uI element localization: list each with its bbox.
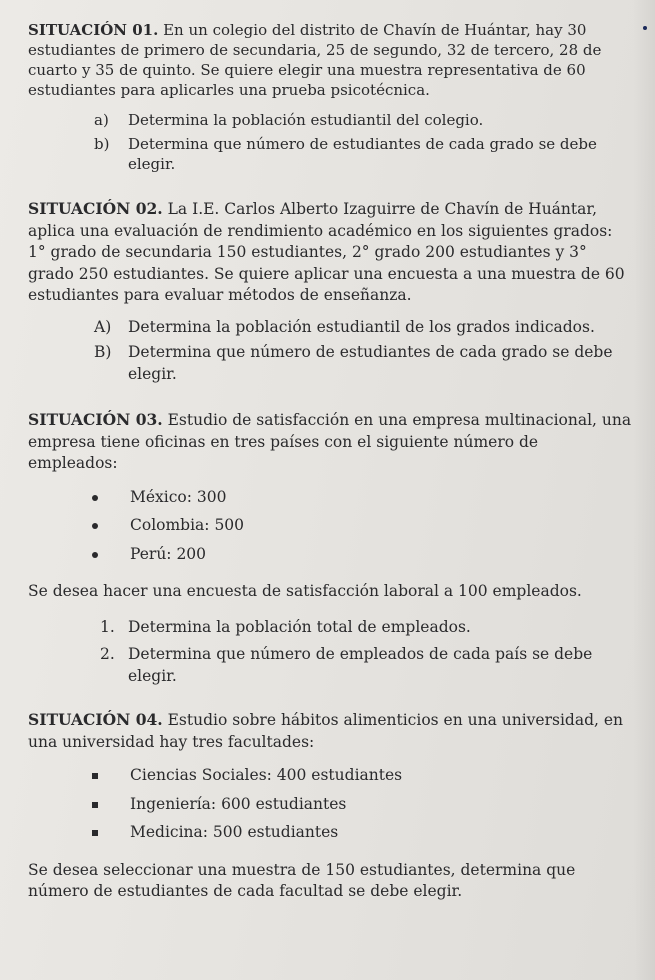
question-text: Determina que número de estudiantes de cada grado se debe elegir. <box>128 135 597 173</box>
situation-01 <box>28 20 632 174</box>
situation-04-text: Estudio sobre hábitos alimenticios en una universidad, en una universidad hay tres facultades: <box>28 711 624 751</box>
list-item-text: Medicina: 500 estudiantes <box>130 823 339 841</box>
ink-dot <box>643 26 647 30</box>
bullet-square-icon <box>92 802 98 808</box>
list-item-text: Ciencias Sociales: 400 estudiantes <box>130 766 403 784</box>
situation-01-questions <box>28 110 632 174</box>
list-item <box>28 544 632 566</box>
bullet-dot-icon <box>92 552 98 558</box>
question-text: Determina la población total de empleados. <box>128 617 471 636</box>
bullet-dot-icon <box>92 495 98 501</box>
situation-04-paragraph <box>28 709 632 753</box>
question-text: Determina la población estudiantil del colegio. <box>128 111 484 129</box>
situation-02-heading: SITUACIÓN 02. <box>28 199 163 218</box>
question-text: Determina que número de estudiantes de cada grado se debe elegir. <box>128 343 613 383</box>
bullet-square-icon <box>92 773 98 779</box>
situation-02-text: La I.E. Carlos Alberto Izaguirre de Chavín de Huántar, aplica una evaluación de rendimiento académico en los siguientes grados: 1° grado de secundaria 150 estudiantes, 2° grado 200 estudiantes y 3° grado 250 estudiantes. Se quiere aplicar una encuesta a una muestra de 60 estudiantes para evaluar métodos de enseñanza. <box>28 200 625 304</box>
situation-03-note: Se desea hacer una encuesta de satisfacción laboral a 100 empleados. <box>28 582 582 600</box>
situation-02 <box>28 198 632 385</box>
situation-01-paragraph <box>28 20 632 100</box>
situation-02-paragraph <box>28 198 632 307</box>
list-item-text: Perú: 200 <box>130 544 207 563</box>
question-marker: 1. <box>100 617 115 636</box>
list-item <box>28 487 632 509</box>
situation-03-text: Estudio de satisfacción en una empresa multinacional, una empresa tiene oficinas en tres países con el siguiente número de empleados: <box>28 411 632 472</box>
situation-04-heading: SITUACIÓN 04. <box>28 710 163 729</box>
situation-03-heading: SITUACIÓN 03. <box>28 410 163 429</box>
list-item <box>28 794 632 816</box>
situation-02-questions <box>28 317 632 386</box>
question-marker: 2. <box>100 645 115 663</box>
question-text: Determina que número de empleados de cada país se debe elegir. <box>128 645 593 685</box>
list-item <box>28 515 632 537</box>
question-marker: a) <box>94 111 109 129</box>
question-marker: B) <box>94 343 112 361</box>
question-item <box>28 110 632 130</box>
list-item <box>28 822 632 844</box>
question-marker: A) <box>94 317 112 336</box>
situation-03-questions <box>28 617 632 688</box>
list-item-text: Ingeniería: 600 estudiantes <box>130 794 347 813</box>
question-item <box>28 342 632 385</box>
page-fold-shadow <box>633 0 655 980</box>
situation-01-text: En un colegio del distrito de Chavín de Huántar, hay 30 estudiantes de primero de secundaria, 25 de segundo, 32 de tercero, 28 de cuarto y 35 de quinto. Se quiere elegir una muestra representativa de 60 estudiantes para aplicarles una prueba psicotécnica. <box>28 21 602 99</box>
bullet-square-icon <box>92 830 98 836</box>
question-item <box>28 617 632 639</box>
bullet-dot-icon <box>92 523 98 529</box>
situation-04-faculties <box>28 765 632 844</box>
question-text: Determina la población estudiantil de los grados indicados. <box>128 317 595 336</box>
situation-03-countries <box>28 487 632 566</box>
question-marker: b) <box>94 135 110 153</box>
document-content <box>28 20 632 923</box>
situation-03 <box>28 409 632 687</box>
list-item-text: México: 300 <box>130 487 227 506</box>
list-item <box>28 765 632 787</box>
situation-03-paragraph <box>28 409 632 475</box>
situation-04 <box>28 709 632 903</box>
question-item <box>28 317 632 339</box>
question-item <box>28 134 632 174</box>
situation-01-heading: SITUACIÓN 01. <box>28 21 159 39</box>
situation-04-note: Se desea seleccionar una muestra de 150 estudiantes, determina que número de estudiantes de cada facultad se debe elegir. <box>28 860 576 900</box>
question-item <box>28 644 632 687</box>
list-item-text: Colombia: 500 <box>130 516 245 534</box>
